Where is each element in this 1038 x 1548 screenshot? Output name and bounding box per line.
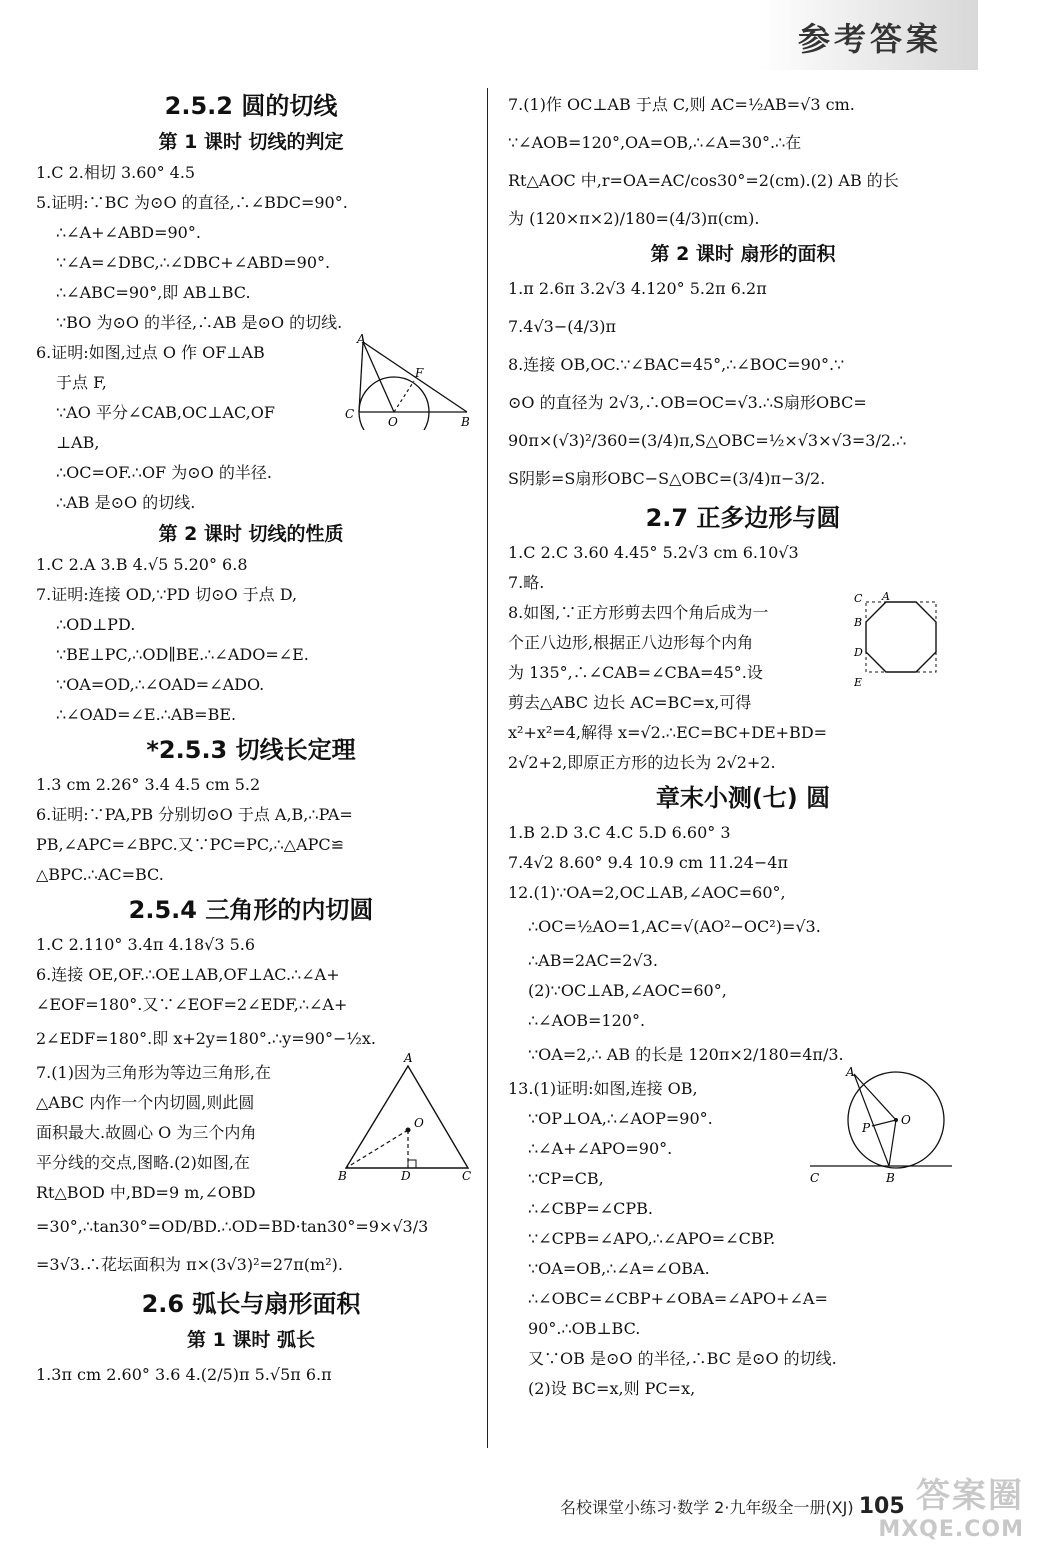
answer-line: 1.π 2.6π 3.2√3 4.120° 5.2π 6.2π (508, 279, 767, 298)
answer-line: 8.如图,∵正方形剪去四个角后成为一 (508, 603, 769, 622)
watermark (878, 1468, 1024, 1542)
answer-line: ∴∠AOB=120°. (528, 1011, 646, 1030)
answer-line: ∵BO 为⊙O 的半径,∴AB 是⊙O 的切线. (56, 313, 343, 332)
answer-line: ⊥AB, (56, 433, 100, 452)
figure-label: A (357, 334, 366, 346)
right-column (508, 86, 978, 1404)
answer-line: ∴∠CBP=∠CPB. (528, 1199, 654, 1218)
answer-line: S阴影=S扇形OBC−S△OBC=(3/4)π−3/2. (508, 469, 826, 488)
answer-line: ∵∠AOB=120°,OA=OB,∴∠A=30°.∴在 (508, 133, 802, 152)
answer-line: ∴∠A+∠ABD=90°. (56, 223, 201, 242)
section-heading-2-5-2: 2.5.2 圆的切线 (164, 92, 338, 120)
answer-line: (2)∵OC⊥AB,∠AOC=60°, (528, 981, 727, 1000)
answer-line: =3√3.∴花坛面积为 π×(3√3)²=27π(m²). (36, 1255, 343, 1274)
answer-line: (2)设 BC=x,则 PC=x, (528, 1379, 696, 1398)
figure-label: B (338, 1169, 347, 1182)
answer-line: 1.3π cm 2.60° 3.6 4.(2/5)π 5.√5π 6.π (36, 1365, 332, 1384)
footer-text: 名校课堂小练习·数学 2·九年级全一册(XJ) (560, 1498, 854, 1517)
watermark-url: MXQE.COM (878, 1517, 1024, 1542)
lesson-heading: 第 1 课时 弧长 (186, 1329, 316, 1351)
figure-label: D (401, 1169, 411, 1182)
answer-line: 6.连接 OE,OF.∴OE⊥AB,OF⊥AC.∴∠A+ (36, 965, 340, 984)
answer-line: 面积最大.故圆心 O 为三个内角 (36, 1123, 257, 1142)
tangent-figure (341, 334, 471, 430)
answer-line: 6.证明:如图,过点 O 作 OF⊥AB (36, 343, 265, 362)
answer-line: 7.(1)因为三角形为等边三角形,在 (36, 1063, 272, 1082)
answer-line: ∴∠OAD=∠E.∴AB=BE. (56, 705, 237, 724)
answer-line: Rt△BOD 中,BD=9 m,∠OBD (36, 1183, 256, 1202)
answer-line: ∵∠CPB=∠APO,∴∠APO=∠CBP. (528, 1229, 776, 1248)
figure-label: C (810, 1171, 820, 1185)
answer-line: 又∵OB 是⊙O 的半径,∴BC 是⊙O 的切线. (528, 1349, 837, 1368)
answer-line: 7.(1)作 OC⊥AB 于点 C,则 AC=½AB=√3 cm. (508, 95, 855, 114)
figure-label: B (854, 616, 863, 629)
answer-line: 7.略. (508, 573, 545, 592)
answer-line: 90π×(√3)²/360=(3/4)π,S△OBC=½×√3×√3=3/2.∴ (508, 431, 907, 450)
column-divider (487, 88, 488, 1448)
answer-line: 8.连接 OB,OC.∵∠BAC=45°,∴∠BOC=90°.∵ (508, 355, 845, 374)
answer-line: ∴OC=OF.∴OF 为⊙O 的半径. (56, 463, 272, 482)
answer-line: ⊙O 的直径为 2√3,∴OB=OC=√3.∴S扇形OBC= (508, 393, 867, 412)
answer-line: ∴∠A+∠APO=90°. (528, 1139, 673, 1158)
left-column (36, 86, 472, 1394)
answer-line: 1.C 2.C 3.60 4.45° 5.2√3 cm 6.10√3 (508, 543, 799, 562)
answer-line: Rt△AOC 中,r=OA=AC/cos30°=2(cm).(2) AB 的长 (508, 171, 899, 190)
circle-tangent-figure (806, 1066, 956, 1188)
figure-label: C (345, 407, 355, 421)
answer-line: ∵AO 平分∠CAB,OC⊥AC,OF (56, 403, 275, 422)
answer-block (508, 1066, 978, 1404)
answer-line: ∵OA=OB,∴∠A=∠OBA. (528, 1259, 710, 1278)
answer-line: 90°.∴OB⊥BC. (528, 1319, 641, 1338)
answer-line: ∵BE⊥PC,∴OD∥BE.∴∠ADO=∠E. (56, 645, 309, 664)
triangle-figure (338, 1052, 473, 1182)
answer-line: ∵∠A=∠DBC,∴∠DBC+∠ABD=90°. (56, 253, 331, 272)
answer-line: x²+x²=4,解得 x=√2.∴EC=BC+DE+BD= (508, 723, 828, 742)
answer-block (36, 930, 466, 1058)
figure-label: F (415, 366, 424, 380)
answer-line: 1.3 cm 2.26° 3.4 4.5 cm 5.2 (36, 775, 261, 794)
answer-line: ∴∠OBC=∠CBP+∠OBA=∠APO+∠A= (528, 1289, 828, 1308)
answer-line: 5.证明:∵BC 为⊙O 的直径,∴∠BDC=90°. (36, 193, 348, 212)
answer-line: ∴OD⊥PD. (56, 615, 136, 634)
answer-line: 7.4√2 8.60° 9.4 10.9 cm 11.24−4π (508, 853, 788, 872)
answer-line: 个正八边形,根据正八边形每个内角 (508, 633, 754, 652)
answer-line: 7.证明:连接 OD,∵PD 切⊙O 于点 D, (36, 585, 298, 604)
answer-line: 于点 F, (56, 373, 107, 392)
lesson-heading: 第 2 课时 切线的性质 (158, 523, 344, 545)
answer-line: 1.C 2.相切 3.60° 4.5 (36, 163, 196, 182)
answer-line: ∴∠ABC=90°,即 AB⊥BC. (56, 283, 251, 302)
answer-line: ∴OC=½AO=1,AC=√(AO²−OC²)=√3. (528, 917, 821, 936)
watermark-text: 答案圈 (916, 1476, 1024, 1516)
answer-block (36, 334, 470, 518)
figure-label: C (462, 1169, 472, 1182)
answer-block (36, 158, 466, 338)
section-heading-2-5-4: 2.5.4 三角形的内切圆 (128, 896, 374, 924)
answer-block (508, 592, 978, 778)
answer-line: ∵CP=CB, (528, 1169, 604, 1188)
answer-line: 7.4√3−(4/3)π (508, 317, 616, 336)
answer-line: 为 135°,∴∠CAB=∠CBA=45°.设 (508, 663, 763, 682)
answer-block (508, 86, 978, 238)
figure-label: A (846, 1066, 855, 1079)
answer-line: △BPC.∴AC=BC. (36, 865, 164, 884)
section-heading-chapter-test: 章末小测(七) 圆 (655, 784, 831, 812)
answer-line: △ABC 内作一个内切圆,则此圆 (36, 1093, 255, 1112)
figure-label: B (886, 1171, 895, 1185)
page-number: 105 (858, 1494, 905, 1519)
figure-label: O (388, 415, 398, 429)
answer-line: PB,∠APC=∠BPC.又∵PC=PC,∴△APC≌ (36, 835, 345, 854)
answer-line: 1.C 2.110° 3.4π 4.18√3 5.6 (36, 935, 256, 954)
answer-line: 为 (120×π×2)/180=(4/3)π(cm). (508, 209, 760, 228)
figure-label: B (461, 415, 470, 429)
answer-line: ∵OA=OD,∴∠OAD=∠ADO. (56, 675, 265, 694)
figure-label: P (862, 1121, 871, 1135)
answer-line: ∴AB=2AC=2√3. (528, 951, 658, 970)
figure-label: D (854, 646, 863, 659)
answer-line: 6.证明:∵PA,PB 分别切⊙O 于点 A,B,∴PA= (36, 805, 353, 824)
answer-line: 2∠EDF=180°.即 x+2y=180°.∴y=90°−½x. (36, 1029, 377, 1048)
answer-line: 1.C 2.A 3.B 4.√5 5.20° 6.8 (36, 555, 248, 574)
figure-label: A (882, 592, 890, 603)
answer-line: 12.(1)∵OA=2,OC⊥AB,∠AOC=60°, (508, 883, 786, 902)
octagon-figure (848, 592, 948, 692)
figure-label: C (854, 592, 863, 605)
figure-label: A (404, 1052, 413, 1065)
answer-block (508, 270, 978, 498)
answer-block (36, 770, 466, 890)
answer-line: =30°,∴tan30°=OD/BD.∴OD=BD·tan30°=9×√3/3 (36, 1217, 429, 1236)
answer-line: ∴AB 是⊙O 的切线. (56, 493, 196, 512)
figure-label: E (854, 676, 863, 689)
section-heading-2-6: 2.6 弧长与扇形面积 (141, 1290, 361, 1318)
answer-block (508, 538, 978, 598)
lesson-heading: 第 1 课时 切线的判定 (158, 131, 344, 153)
answer-line: 13.(1)证明:如图,连接 OB, (508, 1079, 698, 1098)
answer-line: 平分线的交点,图略.(2)如图,在 (36, 1153, 250, 1172)
lesson-heading: 第 2 课时 扇形的面积 (650, 243, 836, 265)
answer-block (508, 818, 978, 1074)
answer-line: ∵OP⊥OA,∴∠AOP=90°. (528, 1109, 713, 1128)
header-title: 参考答案 (797, 20, 942, 58)
page-footer (560, 1494, 905, 1519)
figure-label: O (901, 1113, 911, 1127)
answer-line: ∠EOF=180°.又∵∠EOF=2∠EDF,∴∠A+ (36, 995, 348, 1014)
answer-block (36, 1052, 472, 1284)
figure-label: O (414, 1116, 424, 1130)
answer-line: 1.B 2.D 3.C 4.C 5.D 6.60° 3 (508, 823, 731, 842)
answer-line: ∵OA=2,∴ AB 的长是 120π×2/180=4π/3. (528, 1045, 844, 1064)
answer-block (36, 550, 466, 730)
answer-line: 2√2+2,即原正方形的边长为 2√2+2. (508, 753, 776, 772)
answer-line: 剪去△ABC 边长 AC=BC=x,可得 (508, 693, 752, 712)
section-heading-2-5-3: *2.5.3 切线长定理 (146, 736, 356, 764)
section-heading-2-7: 2.7 正多边形与圆 (645, 504, 841, 532)
